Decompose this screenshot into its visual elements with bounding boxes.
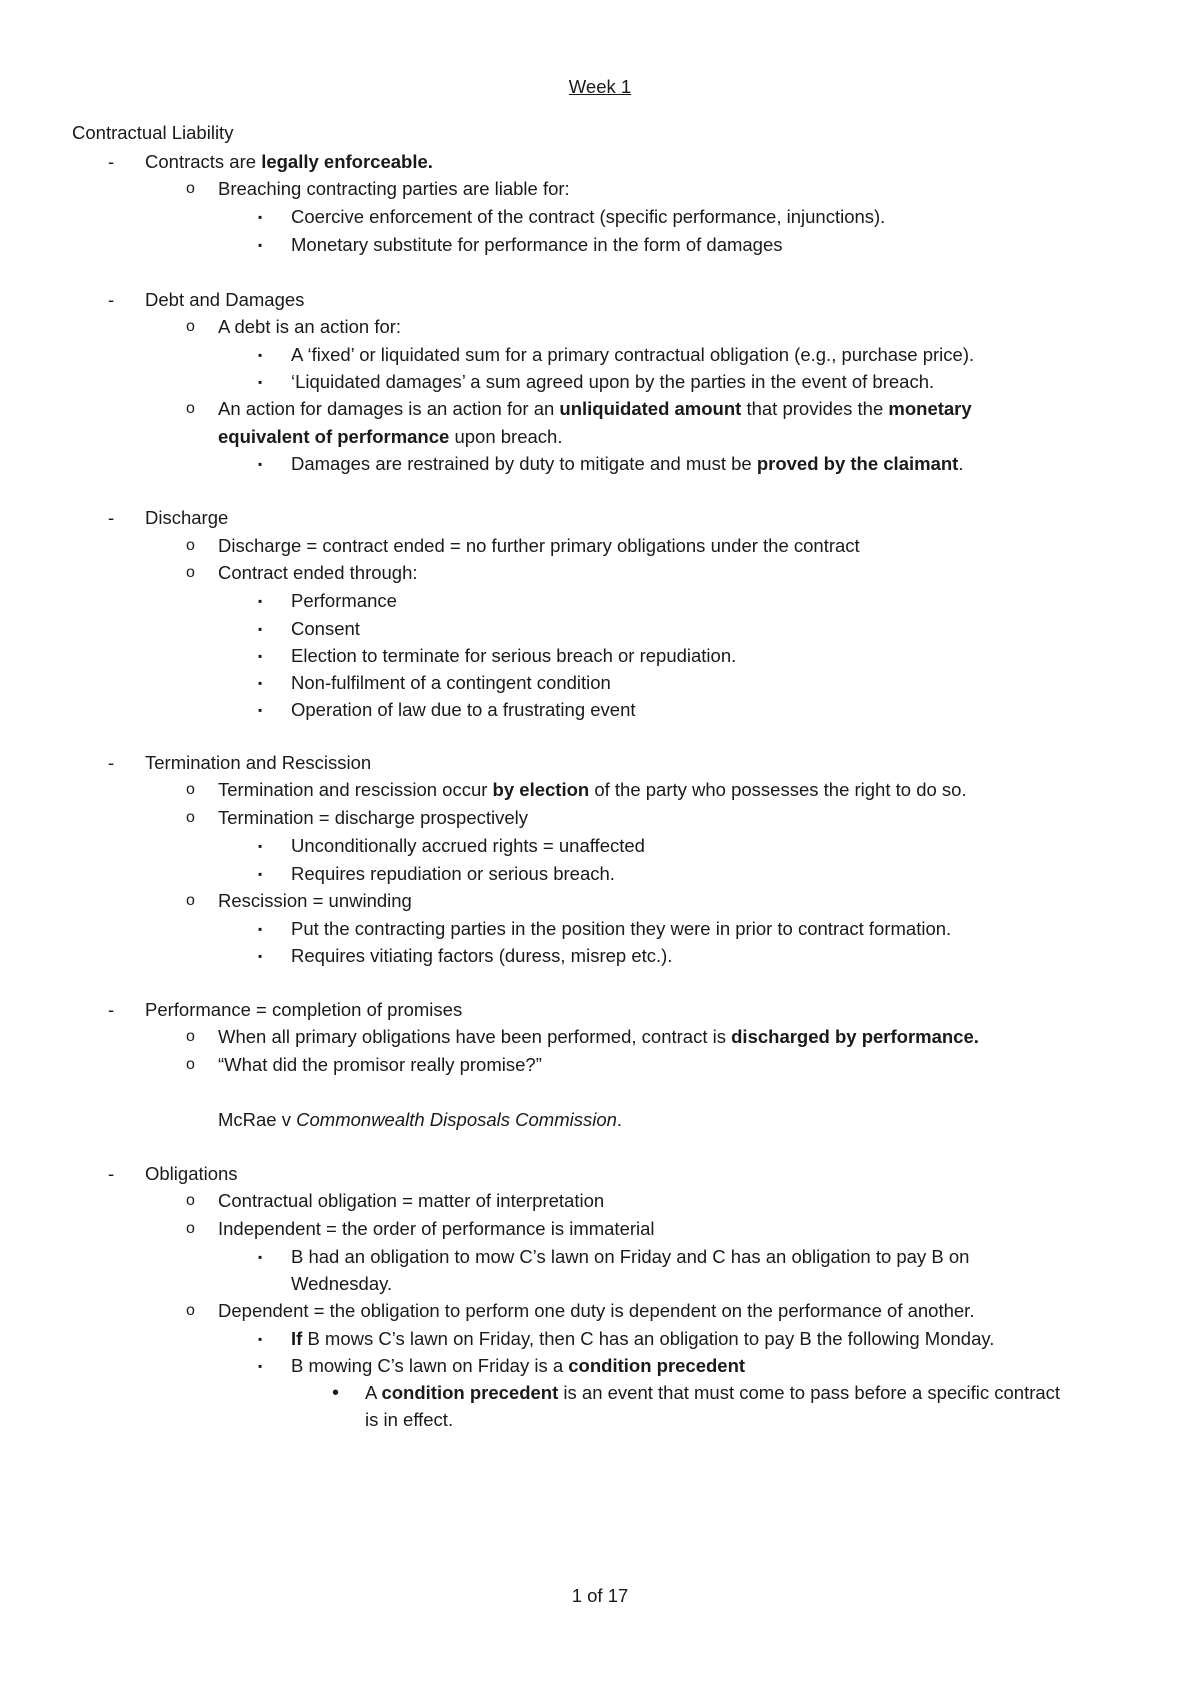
circle-marker: o (186, 781, 195, 798)
bold-text: monetary (888, 398, 972, 419)
text-segment: Performance = completion of promises (145, 999, 463, 1020)
text-segment: Unconditionally accrued rights = unaffected (291, 835, 645, 856)
text-line (291, 917, 951, 941)
dash-marker: - (108, 507, 115, 528)
text-line (218, 889, 412, 913)
text-line (218, 778, 967, 802)
dash-marker: - (108, 289, 115, 310)
square-marker: ▪ (258, 375, 263, 389)
text-line (291, 644, 736, 668)
bold-text: If (291, 1328, 303, 1349)
text-segment: Coercive enforcement of the contract (specific performance, injunctions). (291, 206, 886, 227)
text-segment: Election to terminate for serious breach or repudiation. (291, 645, 737, 666)
square-marker: ▪ (258, 839, 263, 853)
section-heading: Contractual Liability (72, 122, 234, 143)
circle-marker: o (186, 1302, 195, 1319)
text-segment: of the party who possesses the right to do so. (589, 779, 967, 800)
text-line (218, 397, 972, 421)
text-line (291, 1272, 392, 1296)
square-marker: ▪ (258, 1250, 263, 1264)
bold-text: condition precedent (568, 1355, 746, 1376)
circle-marker: o (186, 809, 195, 826)
circle-marker: o (186, 1056, 195, 1073)
text-segment: B had an obligation to mow C’s lawn on Friday and C has an obligation to pay B on (291, 1246, 970, 1267)
circle-marker: o (186, 1028, 195, 1045)
text-segment: Wednesday. (291, 1273, 393, 1294)
bold-text: condition precedent (381, 1382, 559, 1403)
dash-marker: - (108, 999, 115, 1020)
text-segment: Termination and Rescission (145, 752, 372, 773)
text-line (291, 834, 645, 858)
square-marker: ▪ (258, 949, 263, 963)
square-marker: ▪ (258, 210, 263, 224)
text-segment: Contractual obligation = matter of interpretation (218, 1190, 605, 1211)
text-segment: is in effect. (365, 1409, 454, 1430)
text-line (218, 561, 418, 585)
text-segment: Consent (291, 618, 360, 639)
bold-text: unliquidated amount (559, 398, 742, 419)
text-line (218, 534, 860, 558)
bold-text: equivalent of performance (218, 426, 450, 447)
bullet-marker: • (332, 1382, 340, 1404)
circle-marker: o (186, 400, 195, 417)
text-line (291, 589, 397, 613)
square-marker: ▪ (258, 867, 263, 881)
text-line (291, 671, 611, 695)
page-title: Week 1 (568, 76, 632, 97)
text-line (218, 425, 562, 449)
text-segment: “What did the promisor really promise?” (218, 1054, 542, 1075)
square-marker: ▪ (258, 703, 263, 717)
text-segment: Dependent = the obligation to perform one duty is dependent on the performance of another. (218, 1300, 975, 1321)
circle-marker: o (186, 537, 195, 554)
square-marker: ▪ (258, 622, 263, 636)
square-marker: ▪ (258, 348, 263, 362)
text-segment: Obligations (145, 1163, 238, 1184)
text-line (291, 698, 636, 722)
text-line (145, 1162, 238, 1186)
text-segment: Contract ended through: (218, 562, 418, 583)
text-segment: Discharge (145, 507, 229, 528)
text-line (218, 806, 528, 830)
text-line (145, 288, 304, 312)
bold-text: discharged by performance. (731, 1026, 979, 1047)
italic-text: Commonwealth Disposals Commission (296, 1109, 617, 1130)
text-line (218, 1108, 622, 1132)
text-line (218, 315, 401, 339)
bold-text: proved by the claimant (756, 453, 959, 474)
text-segment: Requires vitiating factors (duress, misrep etc.). (291, 945, 673, 966)
circle-marker: o (186, 1220, 195, 1237)
text-segment: . (958, 453, 964, 474)
text-line (218, 1053, 542, 1077)
text-segment: A (365, 1382, 382, 1403)
square-marker: ▪ (258, 457, 263, 471)
text-line (365, 1381, 1060, 1405)
text-segment: When all primary obligations have been performed, contract is (218, 1026, 732, 1047)
square-marker: ▪ (258, 922, 263, 936)
text-segment: . (616, 1109, 623, 1130)
page-number: 1 of 17 (571, 1585, 629, 1606)
text-line (291, 452, 963, 476)
text-line (218, 1217, 655, 1241)
text-line (291, 1245, 969, 1269)
text-line (291, 862, 615, 886)
text-line (291, 205, 885, 229)
circle-marker: o (186, 318, 195, 335)
text-segment: upon breach. (449, 426, 563, 447)
text-line (291, 944, 672, 968)
circle-marker: o (186, 180, 195, 197)
text-line (218, 1299, 974, 1323)
text-segment: Damages are restrained by duty to mitigate and must be (291, 453, 757, 474)
text-segment: ‘Liquidated damages’ a sum agreed upon by the parties in the event of breach. (291, 371, 935, 392)
circle-marker: o (186, 1192, 195, 1209)
text-segment: A ‘fixed’ or liquidated sum for a primary contractual obligation (e.g., purchase price). (291, 344, 975, 365)
text-line (218, 1025, 979, 1049)
text-line (145, 150, 433, 174)
dash-marker: - (108, 1163, 115, 1184)
dash-marker: - (108, 752, 115, 773)
text-line (218, 177, 570, 201)
square-marker: ▪ (258, 649, 263, 663)
text-segment: Monetary substitute for performance in the form of damages (291, 234, 783, 255)
text-segment: Termination = discharge prospectively (218, 807, 529, 828)
text-segment: Non-fulfilment of a contingent condition (291, 672, 611, 693)
text-segment: An action for damages is an action for an (218, 398, 560, 419)
text-segment: Debt and Damages (145, 289, 305, 310)
dash-marker: - (108, 151, 115, 172)
text-line (145, 506, 228, 530)
text-line (291, 617, 360, 641)
text-segment: Discharge = contract ended = no further primary obligations under the contract (218, 535, 860, 556)
text-segment: Requires repudiation or serious breach. (291, 863, 615, 884)
text-segment: B mows C’s lawn on Friday, then C has an obligation to pay B the following Monday. (302, 1328, 995, 1349)
text-segment: Independent = the order of performance is immaterial (218, 1218, 655, 1239)
text-line (365, 1408, 453, 1432)
text-segment: Performance (291, 590, 397, 611)
text-line (291, 370, 934, 394)
text-segment: Contracts are (145, 151, 262, 172)
text-line (145, 751, 371, 775)
text-line (145, 998, 462, 1022)
square-marker: ▪ (258, 1332, 263, 1346)
square-marker: ▪ (258, 594, 263, 608)
square-marker: ▪ (258, 676, 263, 690)
bold-text: legally enforceable. (261, 151, 433, 172)
text-segment: is an event that must come to pass before a specific contract (558, 1382, 1061, 1403)
text-line (291, 1354, 745, 1378)
text-line (291, 343, 974, 367)
square-marker: ▪ (258, 238, 263, 252)
circle-marker: o (186, 564, 195, 581)
text-line (218, 1189, 604, 1213)
text-segment: that provides the (741, 398, 889, 419)
text-segment: Rescission = unwinding (218, 890, 412, 911)
text-segment: Breaching contracting parties are liable for: (218, 178, 570, 199)
text-line (291, 1327, 994, 1351)
text-segment: Termination and rescission occur (218, 779, 493, 800)
text-segment: McRae v (218, 1109, 297, 1130)
text-segment: Operation of law due to a frustrating event (291, 699, 636, 720)
circle-marker: o (186, 892, 195, 909)
square-marker: ▪ (258, 1359, 263, 1373)
text-segment: B mowing C’s lawn on Friday is a (291, 1355, 569, 1376)
bold-text: by election (492, 779, 590, 800)
text-line (291, 233, 783, 257)
text-segment: Put the contracting parties in the position they were in prior to contract formation. (291, 918, 952, 939)
text-segment: A debt is an action for: (218, 316, 402, 337)
